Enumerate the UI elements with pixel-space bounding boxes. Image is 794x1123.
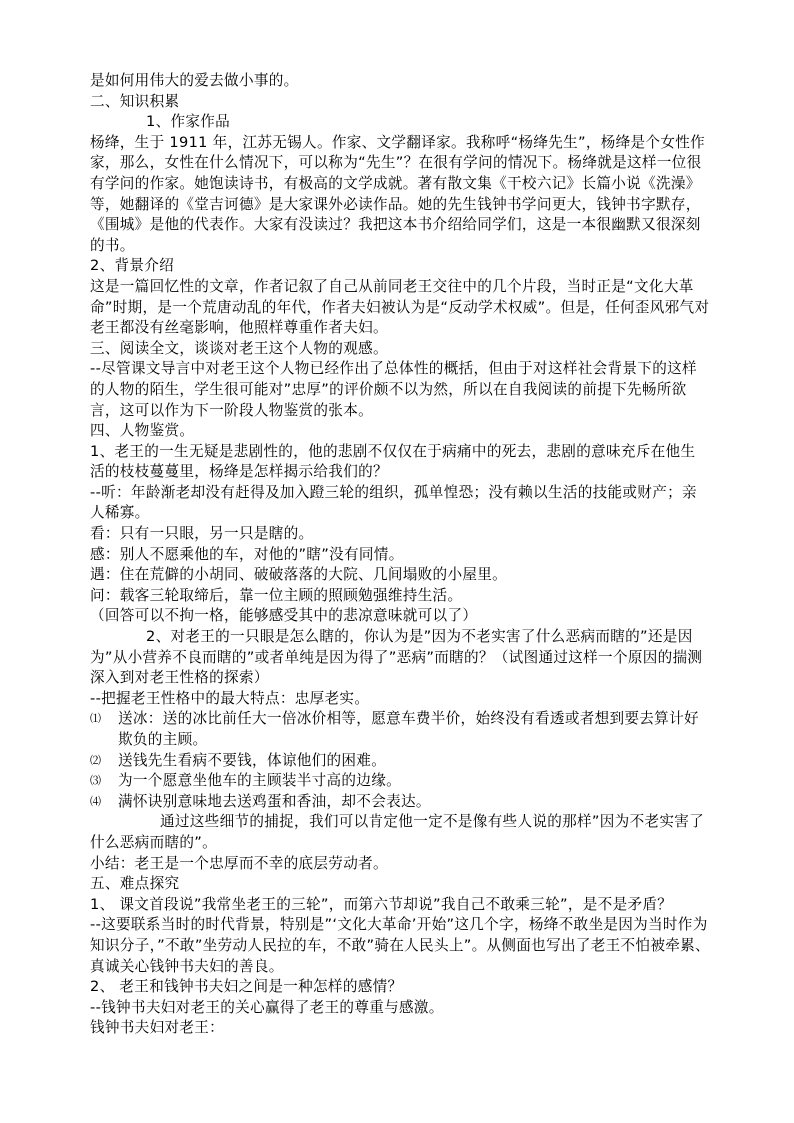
section-heading-reading: 三、阅读全文，谈谈对老王这个人物的观感。 — [90, 339, 388, 357]
list-item — [90, 771, 710, 792]
paragraph-background: 这是一篇回忆性的文章，作者记叙了自己从前同老王交往中的几个片段，当时正是“文化大革命”时期，是一个荒唐动乱的年代，作者夫妇被认为是“反动学术权威”。但是，任何歪风邪气对老王都没有丝毫影响，他照样尊重作者夫妇。 — [90, 277, 710, 337]
list-item — [90, 709, 710, 750]
question-tragedy: 1、老王的一生无疑是悲剧性的，他的悲剧不仅仅在于病痛中的死去，悲剧的意味充斥在他生活的枝枝蔓蔓里，杨绛是怎样揭示给我们的？ — [90, 442, 696, 481]
question-relationship: 2、 老王和钱钟书夫妇之间是一种怎样的感情？ — [90, 978, 403, 996]
question-blind-eye: 2、对老王的一只眼是怎么瞎的，你认为是”因为不老实害了什么恶病而瞎的”还是因为”从小营养不良而瞎的”或者单纯是因为得了”恶病”而瞎的？（试图通过这样一个原因的揣测深入到对老王性格的探索） — [90, 628, 703, 687]
list-text: 送钱先生看病不要钱，体谅他们的困难。 — [118, 751, 387, 769]
question-contradiction: 1、 课文首段说”我常坐老王的三轮”，而第六节却说”我自己不敢乘三轮”，是不是矛盾？ — [90, 895, 673, 913]
answer-feel: 感：别人不愿乘他的车，对他的”瞎”没有同情。 — [90, 545, 404, 563]
section-heading-knowledge: 二、知识积累 — [90, 92, 180, 110]
paragraph-final-line: 钱钟书夫妇对老王： — [90, 1019, 225, 1037]
answer-note: （回答可以不拘一格，能够感受其中的悲凉意味就可以了） — [90, 607, 478, 625]
list-number: ⑷ — [90, 794, 102, 808]
paragraph-reading-note: --尽管课文导言中对老王这个人物已经作出了总体性的概括，但由于对这样社会背景下的这样的人物的陌生，学生很可能对”忠厚”的评价颇不以为然，所以在自我阅读的前提下先畅所欲言，这可以作为下一阶段人物鉴赏的张本。 — [90, 360, 697, 419]
section-heading-difficulty: 五、难点探究 — [90, 875, 180, 893]
answer-ask: 问：载客三轮取缔后，靠一位主顾的照顾勉强维持生活。 — [90, 586, 463, 604]
list-text: 满怀诀别意味地去送鸡蛋和香油，却不会表达。 — [118, 792, 431, 810]
paragraph-conclusion-details: 通过这些细节的捕捉，我们可以肯定他一定不是像有些人说的那样”因为不老实害了什么恶病而瞎的”。 — [90, 813, 705, 851]
paragraph-author-intro: 杨绛，生于 1911 年，江苏无锡人。作家、文学翻译家。我称呼“杨绛先生”，杨绛是个女性作家，那么，女性在什么情况下，可以称为“先生”？在很有学问的情况下。杨绛就是这样一位很有学问的作家。她饱读诗书，有极高的文学成就。著有散文集《干校六记》长篇小说《洗澡》等，她翻译的《堂吉诃德》是大家课外必读作品。她的先生钱钟书学问更大，钱钟书字默存，《围城》是他的代表作。大家有没读过？我把这本书介绍给同学们，这是一本很幽默又很深刻的书。 — [90, 133, 706, 254]
answer-character-trait: --把握老王性格中的最大特点：忠厚老实。 — [90, 689, 370, 707]
list-text: 为一个愿意坐他车的主顾装半寸高的边缘。 — [118, 772, 401, 790]
paragraph-summary: 小结：老王是一个忠厚而不幸的底层劳动者。 — [90, 854, 388, 872]
answer-contradiction: --这要联系当时的时代背景，特别是”‘文化大革命’开始”这几个字，杨绛不敢坐是因为当时作为知识分子，”不敢”坐劳动人民拉的车，不敢”骑在人民头上”。从侧面也写出了老王不怕被牵累、真诚关心钱钟书夫妇的善良。 — [90, 916, 710, 975]
list-number: ⑵ — [90, 753, 102, 767]
answer-encounter: 遇：住在荒僻的小胡同、破破落落的大院、几间塌败的小屋里。 — [90, 566, 508, 584]
list-item — [90, 792, 710, 813]
answer-relationship: --钱钟书夫妇对老王的关心赢得了老王的尊重与感激。 — [90, 998, 444, 1016]
subheading-author-works: 1、作家作品 — [146, 113, 231, 131]
list-text: 送冰：送的冰比前任大一倍冰价相等，愿意车费半价，始终没有看透或者想到要去算计好欺负的主顾。 — [118, 710, 699, 748]
list-number: ⑶ — [90, 774, 102, 788]
document-page — [90, 71, 710, 1039]
list-number: ⑴ — [90, 712, 102, 726]
subheading-background: 2、背景介绍 — [90, 257, 175, 275]
paragraph-intro-end: 是如何用伟大的爱去做小事的。 — [90, 72, 299, 89]
answer-look: 看：只有一只眼，另一只是瞎的。 — [90, 525, 314, 543]
section-heading-character: 四、人物鉴赏。 — [90, 422, 195, 440]
list-item — [90, 751, 710, 772]
answer-listen: --听：年龄渐老却没有赶得及加入蹬三轮的组织，孤单惶恐；没有赖以生活的技能或财产；亲人稀寡。 — [90, 483, 697, 522]
